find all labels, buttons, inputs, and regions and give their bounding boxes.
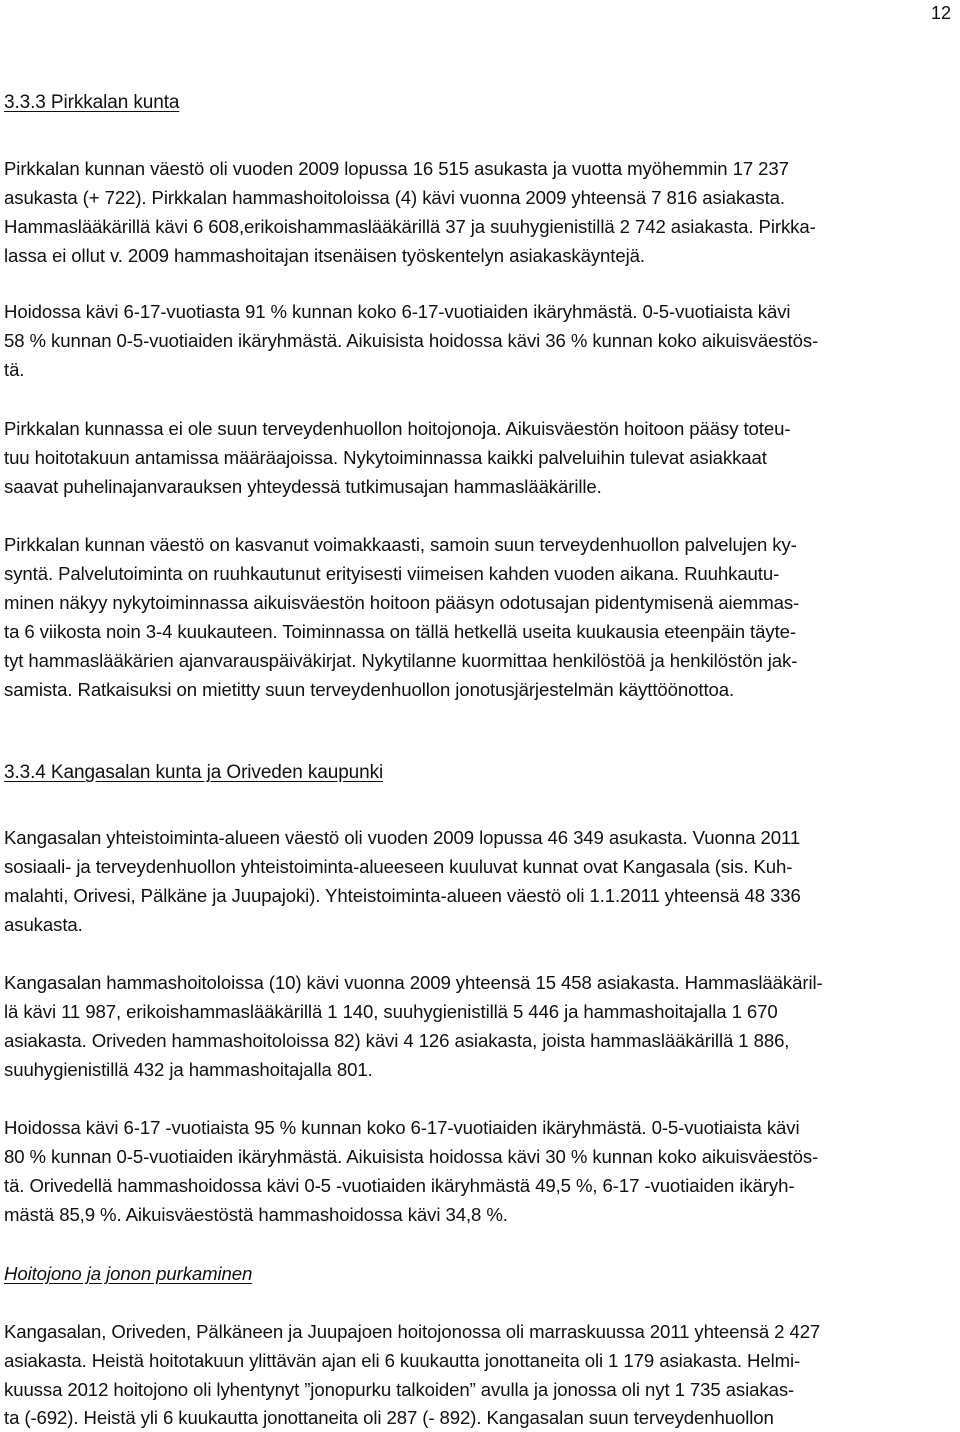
paragraph-line: asukasta (+ 722). Pirkkalan hammashoitoloissa (4) kävi vuonna 2009 yhteensä 7 816 asiakasta. xyxy=(4,187,785,208)
paragraph-line: Pirkkalan kunnan väestö oli vuoden 2009 lopussa 16 515 asukasta ja vuotta myöhemmin 17 237 xyxy=(4,158,789,179)
paragraph-line: Hoidossa kävi 6-17-vuotiasta 91 % kunnan koko 6-17-vuotiaiden ikäryhmästä. 0-5-vuotiaista kävi xyxy=(4,301,791,322)
paragraph-line: Pirkkalan kunnassa ei ole suun terveydenhuollon hoitojonoja. Aikuisväestön hoitoon pääsy toteu- xyxy=(4,418,791,439)
section-heading-kangasala: 3.3.4 Kangasalan kunta ja Oriveden kaupunki xyxy=(4,762,384,783)
paragraph-line: syntä. Palvelutoiminta on ruuhkautunut erityisesti viimeisen kahden vuoden aikana. Ruuhkautu- xyxy=(4,563,780,584)
paragraph-line: saavat puhelinajanvarauksen yhteydessä tutkimusajan hammaslääkärille. xyxy=(4,476,602,497)
paragraph-line: kuussa 2012 hoitojono oli lyhentynyt ”jonopurku talkoiden” avulla ja jonossa oli nyt 1 735 asiakas- xyxy=(4,1379,795,1400)
paragraph-line: ta (-692). Heistä yli 6 kuukautta jonottaneita oli 287 (- 892). Kangasalan suun terveydenhuollon xyxy=(4,1407,774,1428)
paragraph-line: sosiaali- ja terveydenhuollon yhteistoiminta-alueeseen kuuluvat kunnat ovat Kangasala (sis. Kuh- xyxy=(4,856,793,877)
paragraph-line: mästä 85,9 %. Aikuisväestöstä hammashoidossa kävi 34,8 %. xyxy=(4,1204,508,1225)
paragraph-line: tyt hammaslääkärien ajanvarauspäiväkirjat. Nykytilanne kuormittaa henkilöstöä ja henkilöstön jak- xyxy=(4,650,798,671)
paragraph-line: malahti, Orivesi, Pälkäne ja Juupajoki). Yhteistoiminta-alueen väestö oli 1.1.2011 yhteensä 48 336 xyxy=(4,885,801,906)
paragraph-line: minen näkyy nykytoiminnassa aikuisväestön hoitoon pääsyn odotusajan pidentymisenä aiemmas- xyxy=(4,592,800,613)
paragraph-line: asiakasta. Oriveden hammashoitoloissa 82) kävi 4 126 asiakasta, joista hammaslääkärillä 1 886, xyxy=(4,1030,790,1051)
paragraph-line: lassa ei ollut v. 2009 hammashoitajan itsenäisen työskentelyn asiakaskäyntejä. xyxy=(4,245,645,266)
paragraph-line: 80 % kunnan 0-5-vuotiaiden ikäryhmästä. Aikuisista hoidossa kävi 30 % kunnan koko aikuisväestös- xyxy=(4,1146,819,1167)
section-heading-pirkkala: 3.3.3 Pirkkalan kunta xyxy=(4,92,180,113)
paragraph-line: Pirkkalan kunnan väestö on kasvanut voimakkaasti, samoin suun terveydenhuollon palvelujen ky- xyxy=(4,534,797,555)
paragraph-line: tä. Orivedellä hammashoidossa kävi 0-5 -vuotiaiden ikäryhmästä 49,5 %, 6-17 -vuotiaiden ikäryh- xyxy=(4,1175,795,1196)
paragraph-line: tuu hoitotakuun antamissa määräajoissa. Nykytoiminnassa kaikki palveluihin tulevat asiakkaat xyxy=(4,447,767,468)
paragraph-line: ta 6 viikosta noin 3-4 kuukauteen. Toiminnassa on tällä hetkellä useita kuukausia eteenpäin täyte- xyxy=(4,621,796,642)
paragraph-line: Kangasalan, Oriveden, Pälkäneen ja Juupajoen hoitojonossa oli marraskuussa 2011 yhteensä 2 427 xyxy=(4,1321,821,1342)
page-number: 12 xyxy=(930,3,951,23)
paragraph-line: asiakasta. Heistä hoitotakuun ylittävän ajan eli 6 kuukautta jonottaneita oli 1 179 asiakasta. Helmi- xyxy=(4,1350,801,1371)
paragraph-line: Hoidossa kävi 6-17 -vuotiaista 95 % kunnan koko 6-17-vuotiaiden ikäryhmästä. 0-5-vuotiaista kävi xyxy=(4,1117,800,1138)
paragraph-line: asukasta. xyxy=(4,914,83,935)
paragraph-line: 58 % kunnan 0-5-vuotiaiden ikäryhmästä. Aikuisista hoidossa kävi 36 % kunnan koko aikuisväestös- xyxy=(4,330,819,351)
paragraph-line: Kangasalan hammashoitoloissa (10) kävi vuonna 2009 yhteensä 15 458 asiakasta. Hammaslääkäril- xyxy=(4,972,823,993)
paragraph-line: suuhygienistillä 432 ja hammashoitajalla 801. xyxy=(4,1059,373,1080)
paragraph-line: Hammaslääkärillä kävi 6 608,erikoishammaslääkärillä 37 ja suuhygienistillä 2 742 asiakasta. Pirkka- xyxy=(4,216,816,237)
paragraph-line: samista. Ratkaisuksi on mietitty suun terveydenhuollon jonotusjärjestelmän käyttöönottoa. xyxy=(4,679,735,700)
paragraph-line: Kangasalan yhteistoiminta-alueen väestö oli vuoden 2009 lopussa 46 349 asukasta. Vuonna 2011 xyxy=(4,827,801,848)
paragraph-line: tä. xyxy=(4,359,25,380)
paragraph-line: lä kävi 11 987, erikoishammaslääkärillä 1 140, suuhygienistillä 5 446 ja hammashoitajalla 1 670 xyxy=(4,1001,778,1022)
subheading-hoitojono: Hoitojono ja jonon purkaminen xyxy=(4,1263,253,1284)
